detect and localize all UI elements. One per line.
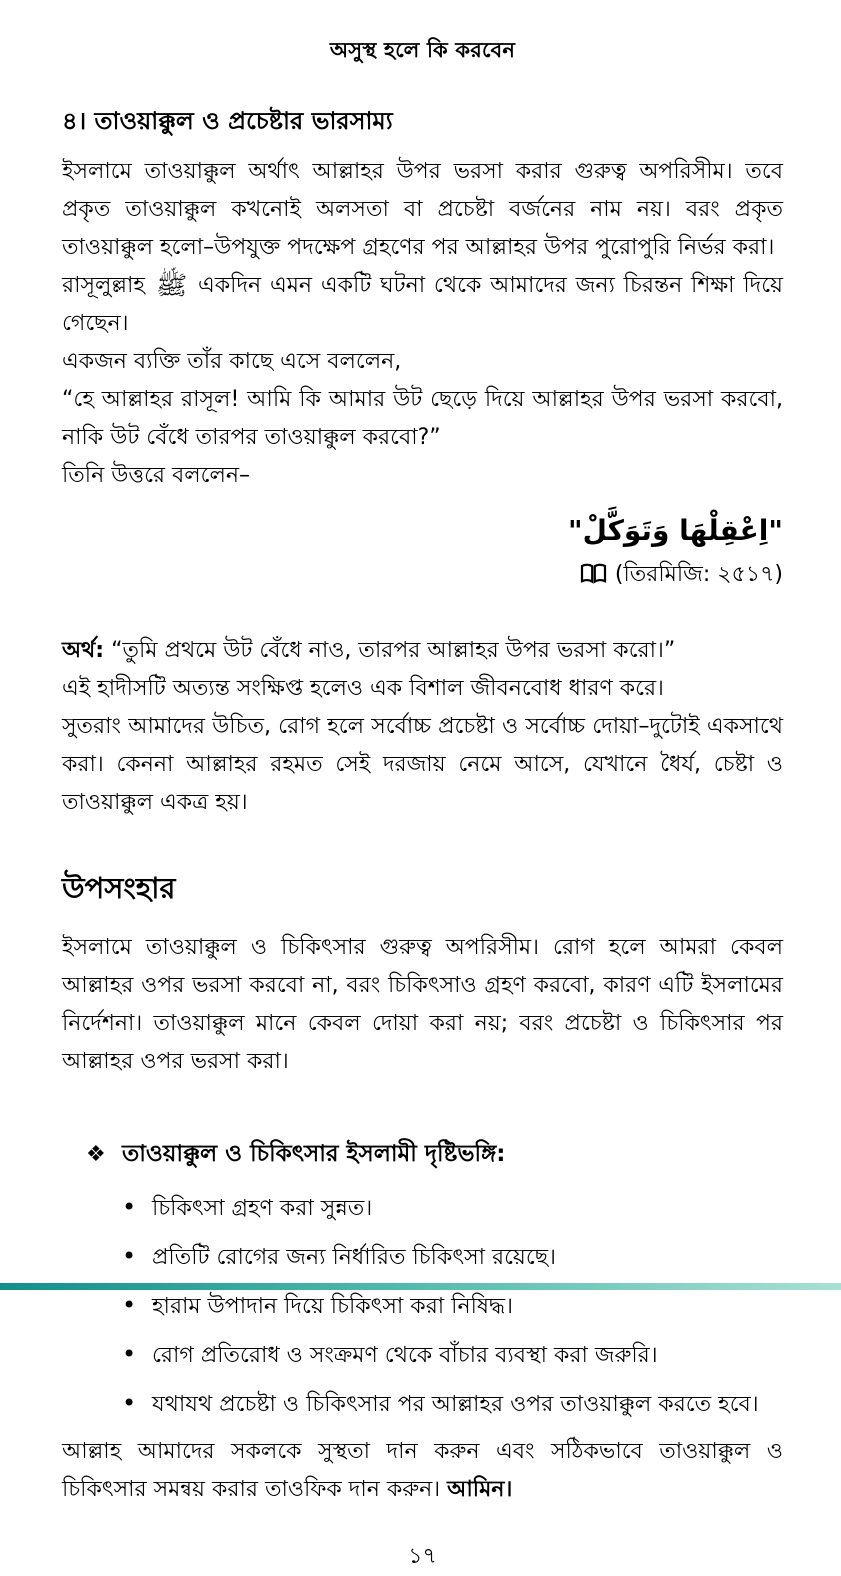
- hadith-reference-text: (তিরমিজি: ২৫১৭): [614, 562, 783, 587]
- list-item-text: হারাম উপাদান দিয়ে চিকিৎসা করা নিষিদ্ধ।: [152, 1294, 514, 1319]
- bullet-icon: •: [122, 1193, 137, 1221]
- list-item: [122, 1237, 783, 1277]
- open-book-icon: [580, 558, 607, 598]
- closing-ameen: আমিন।: [447, 1477, 513, 1502]
- diamond-bullet-icon: ❖: [86, 1142, 106, 1167]
- list-heading-text: তাওয়াক্কুল ও চিকিৎসার ইসলামী দৃষ্টিভঙ্গি:: [122, 1141, 506, 1167]
- list-item: [122, 1384, 783, 1424]
- pbuh-symbol-icon: ﷺ: [155, 271, 188, 301]
- list-item: [122, 1286, 783, 1326]
- paragraph-intro: ইসলামে তাওয়াক্কুল অর্থাৎ আল্লাহর উপর ভরসা করার গুরুত্ব অপরিসীম। তবে প্রকৃত তাওয়াক্কুল কখনোই অলসতা বা প্রচেষ্টা বর্জনের নাম নয়। বরং প্রকৃত তাওয়াক্কুল হলো–উপযুক্ত পদক্ষেপ গ্রহণের পর আল্লাহর উপর পুরোপুরি নির্ভর করা।: [62, 159, 783, 260]
- closing-paragraph: [62, 1433, 783, 1509]
- bullet-icon: •: [122, 1389, 137, 1417]
- list-item-text: চিকিৎসা গ্রহণ করা সুন্নত।: [152, 1196, 373, 1221]
- bullet-icon: •: [122, 1340, 137, 1368]
- list-item: [122, 1335, 783, 1375]
- paragraph-answer-lead: তিনি উত্তরে বললেন–: [62, 463, 251, 488]
- list-item-text: যথাযথ প্রচেষ্টা ও চিকিৎসার পর আল্লাহর ওপর তাওয়াক্কুল করতে হবে।: [152, 1392, 759, 1417]
- paragraph-question: “হে আল্লাহর রাসূল! আমি কি আমার উট ছেড়ে দিয়ে আল্লাহর উপর ভরসা করবো, নাকি উট বেঁধে তারপর তাওয়াক্কুল করবো?”: [62, 387, 783, 450]
- paragraph-lesson: সুতরাং আমাদের উচিত, রোগ হলে সর্বোচ্চ প্রচেষ্টা ও সর্বোচ্চ দোয়া–দুটোই একসাথে করা। কেননা আল্লাহর রহমত সেই দরজায় নেমে আসে, যেখানে ধৈর্য, চেষ্টা ও তাওয়াক্কুল একত্র হয়।: [62, 714, 783, 815]
- paragraph-rasul-post: একদিন এমন একটি ঘটনা থেকে আমাদের জন্য চিরন্তন শিক্ষা দিয়ে গেছেন।: [62, 273, 784, 336]
- footer-accent-bar: [0, 1283, 841, 1290]
- hadith-reference: [62, 555, 783, 598]
- paragraph-rasul-pre: রাসূলুল্লাহ: [62, 273, 145, 298]
- paragraph-meaning: [62, 632, 783, 670]
- section-heading: ৪। তাওয়াক্কুল ও প্রচেষ্টার ভারসাম্য: [62, 107, 393, 135]
- running-header: অসুস্থ হলে কি করবেন: [329, 38, 516, 62]
- list-item: [122, 1188, 783, 1228]
- bullet-icon: •: [122, 1291, 137, 1319]
- bullet-icon: •: [122, 1242, 137, 1270]
- list-item-text: প্রতিটি রোগের জন্য নির্ধারিত চিকিৎসা রয়েছে।: [152, 1245, 556, 1270]
- paragraph-rasul: [62, 267, 783, 343]
- meaning-label: অর্থ:: [62, 638, 105, 663]
- paragraph-comment: এই হাদীসটি অত্যন্ত সংক্ষিপ্ত হলেও এক বিশাল জীবনবোধ ধারণ করে।: [62, 676, 664, 701]
- paragraph-person: একজন ব্যক্তি তাঁর কাছে এসে বললেন,: [62, 349, 402, 374]
- conclusion-heading: উপসংহার: [62, 871, 176, 905]
- conclusion-paragraph: ইসলামে তাওয়াক্কুল ও চিকিৎসার গুরুত্ব অপরিসীম। রোগ হলে আমরা কেবল আল্লাহর ওপর ভরসা করবো না, বরং চিকিৎসাও গ্রহণ করবো, কারণ এটি ইসলামের নির্দেশনা। তাওয়াক্কুল মানে কেবল দোয়া করা নয়; বরং প্রচেষ্টা ও চিকিৎসার পর আল্লাহর ওপর ভরসা করা।: [62, 935, 783, 1074]
- meaning-text: “তুমি প্রথমে উট বেঁধে নাও, তারপর আল্লাহর উপর ভরসা করো।”: [111, 638, 676, 663]
- closing-text: আল্লাহ আমাদের সকলকে সুস্থতা দান করুন এবং সঠিকভাবে তাওয়াক্কুল ও চিকিৎসার সমন্বয় করার তাওফিক দান করুন।: [62, 1439, 783, 1502]
- page-number: ১৭: [408, 1544, 437, 1569]
- list-heading: [86, 1135, 783, 1174]
- arabic-hadith-text: "اِعْقِلْهَا وَتَوَكَّلْ": [568, 514, 783, 547]
- list-item-text: রোগ প্রতিরোধ ও সংক্রমণ থেকে বাঁচার ব্যবস্থা করা জরুরি।: [152, 1343, 658, 1368]
